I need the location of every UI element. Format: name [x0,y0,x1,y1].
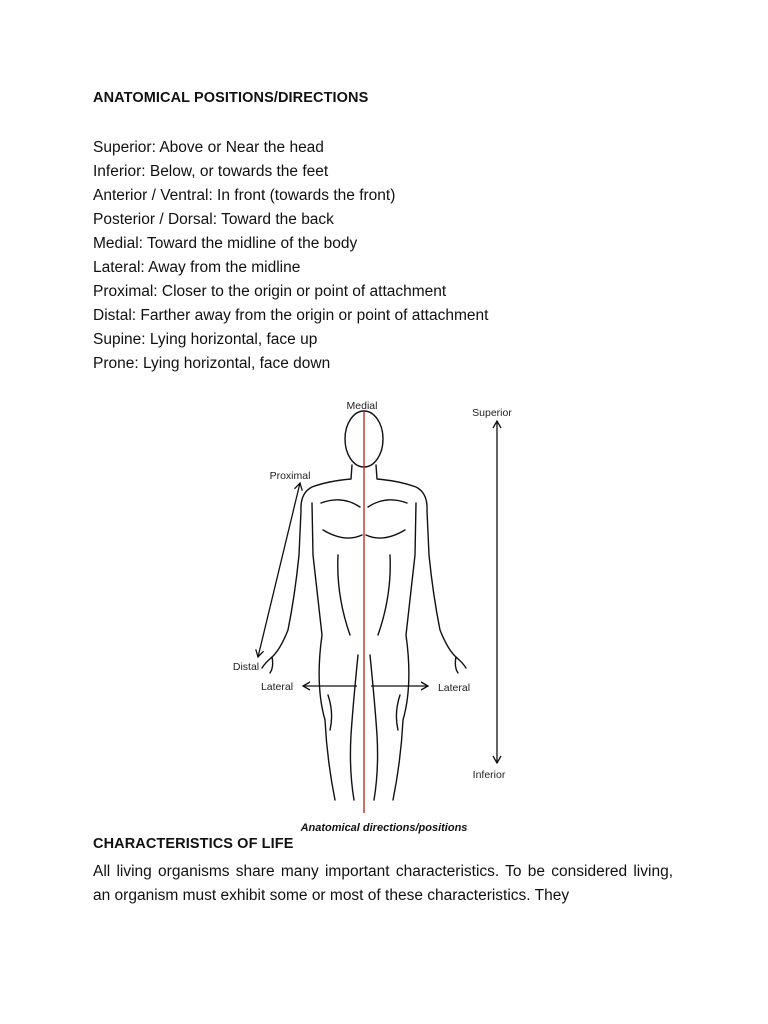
definition-item: Distal: Farther away from the origin or point of attachment [93,307,489,324]
definition-item: Superior: Above or Near the head [93,139,324,156]
label-medial: Medial [346,400,378,412]
label-lateral-right: Lateral [437,682,471,694]
label-superior: Superior [472,407,512,419]
label-inferior: Inferior [472,769,506,781]
definition-list [93,136,488,376]
definition-item: Prone: Lying horizontal, face down [93,355,331,372]
body-diagram [200,395,560,820]
definition-item: Medial: Toward the midline of the body [93,235,358,252]
definition-item: Posterior / Dorsal: Toward the back [93,211,334,228]
label-distal: Distal [232,661,260,673]
definition-item: Lateral: Away from the midline [93,259,301,276]
proximal-distal-arrow [258,483,300,657]
section-heading-characteristics-of-life: CHARACTERISTICS OF LIFE [93,836,294,852]
anatomy-figure [200,395,560,820]
label-lateral-left: Lateral [260,681,294,693]
body-paragraph: All living organisms share many important characteristics. To be considered living, an organism must exhibit some or most of these characteristics. They [93,863,673,904]
figure-caption: Anatomical directions/positions [300,822,468,834]
definition-item: Inferior: Below, or towards the feet [93,163,329,180]
definition-item: Anterior / Ventral: In front (towards the front) [93,187,396,204]
section-heading-anatomical-positions: ANATOMICAL POSITIONS/DIRECTIONS [93,90,369,106]
label-proximal: Proximal [269,470,311,482]
definition-item: Supine: Lying horizontal, face up [93,331,318,348]
definition-item: Proximal: Closer to the origin or point of attachment [93,283,447,300]
